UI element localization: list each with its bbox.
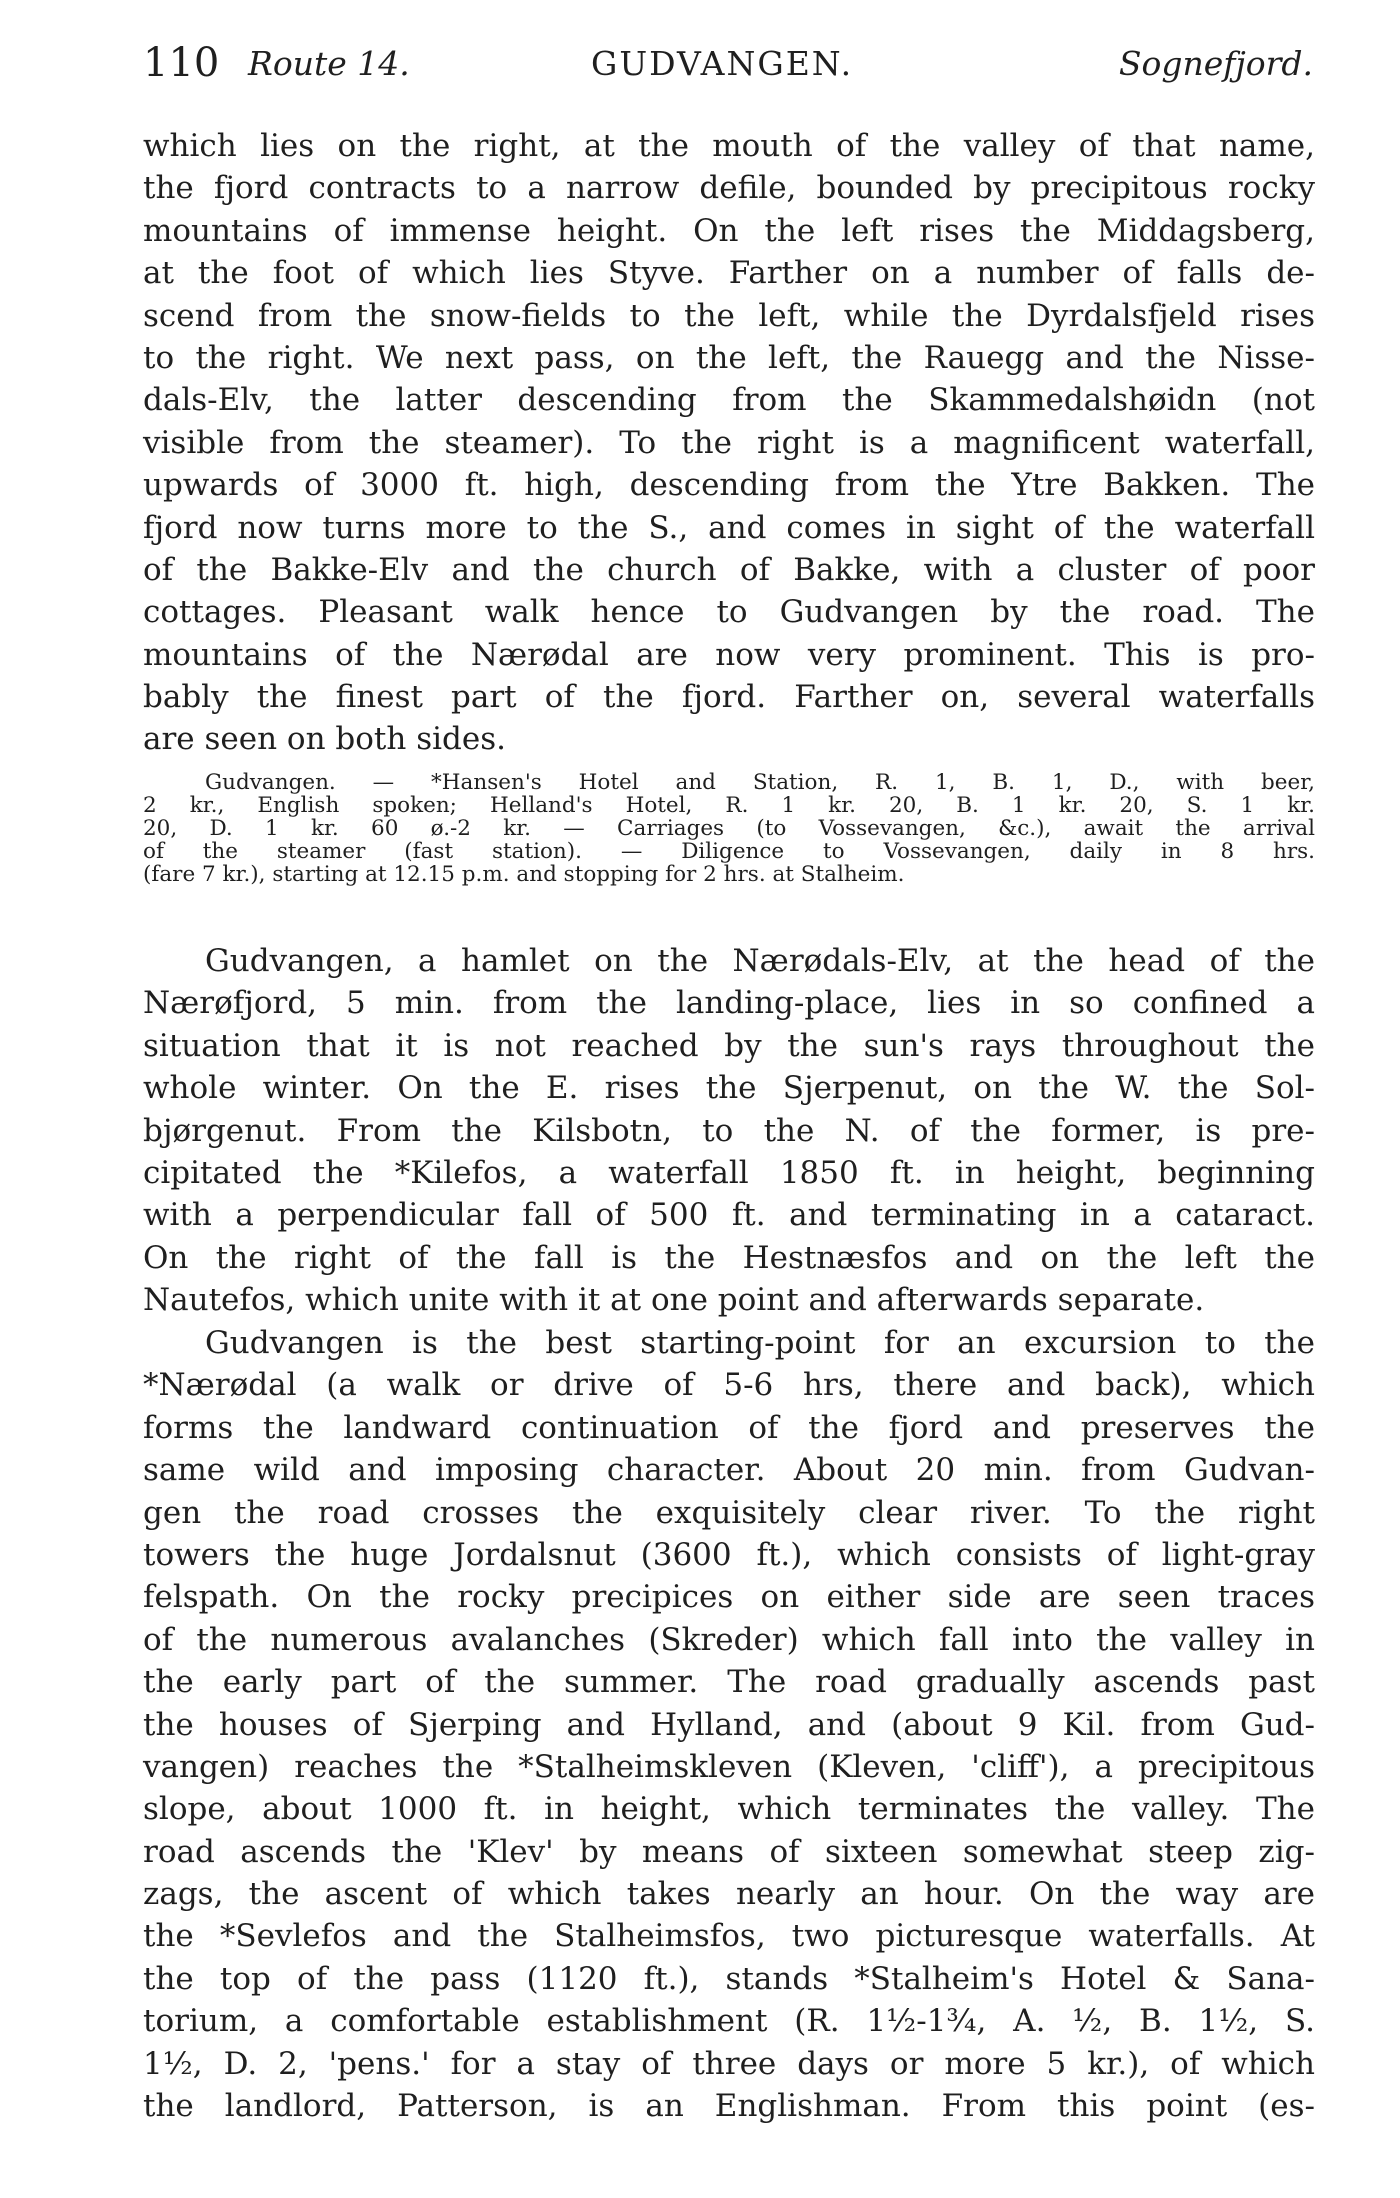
text-line: mountains of the Nærødal are now very prominent. This is pro- (143, 636, 1315, 673)
text-line: gen the road crosses the exquisitely clear river. To the right (143, 1494, 1315, 1531)
text-line: mountains of immense height. On the left rises the Middagsberg, (143, 212, 1315, 249)
text-line: same wild and imposing character. About 20 min. from Gudvan- (143, 1452, 1315, 1489)
text-line: situation that it is not reached by the sun's rays throughout the (143, 1027, 1315, 1064)
text-line: forms the landward continuation of the fjord and preserves the (143, 1409, 1315, 1446)
text-line: Nautefos, which unite with it at one point and afterwards separate. (143, 1282, 1205, 1319)
text-line: Nærøfjord, 5 min. from the landing-place, lies in so confined a (143, 985, 1315, 1022)
text-line: of the Bakke-Elv and the church of Bakke, with a cluster of poor (143, 551, 1315, 588)
text-line: to the right. We next pass, on the left, the Rauegg and the Nisse- (143, 339, 1315, 376)
text-line: of the numerous avalanches (Skreder) which fall into the valley in (143, 1621, 1315, 1658)
text-line: the houses of Sjerping and Hylland, and (about 9 Kil. from Gud- (143, 1706, 1315, 1743)
text-line: road ascends the 'Klev' by means of sixteen somewhat steep zig- (143, 1833, 1315, 1870)
text-line: Gudvangen is the best starting-point for an excursion to the (205, 1325, 1315, 1361)
region-label: Sognefjord. (1118, 44, 1313, 83)
text-line: dals-Elv, the latter descending from the Skammedalshøidn (not (143, 382, 1315, 419)
paragraph-fjord-description (143, 125, 1315, 761)
paragraph-gudvangen (143, 940, 1315, 1322)
text-line: cipitated the *Kilefos, a waterfall 1850 ft. in height, beginning (143, 1154, 1315, 1191)
page-number: 110 (143, 40, 220, 86)
text-line: bably the finest part of the fjord. Farther on, several waterfalls (143, 679, 1315, 716)
page-title: GUDVANGEN. (591, 44, 854, 83)
text-line: 2 kr., English spoken; Helland's Hotel, R. 1 kr. 20, B. 1 kr. 20, S. 1 kr. (143, 793, 1315, 818)
running-header (143, 40, 1313, 96)
text-line: the early part of the summer. The road gradually ascends past (143, 1664, 1315, 1701)
text-line: scend from the snow-fields to the left, while the Dyrdalsfjeld rises (143, 297, 1315, 334)
text-line: On the right of the fall is the Hestnæsfos and on the left the (143, 1239, 1315, 1276)
text-line: which lies on the right, at the mouth of the valley of that name, (143, 128, 1315, 164)
text-line: felspath. On the rocky precipices on either side are seen traces (143, 1579, 1315, 1616)
text-line: *Nærødal (a walk or drive of 5-6 hrs, there and back), which (143, 1367, 1315, 1404)
text-line: fjord now turns more to the S., and comes in sight of the waterfall (143, 509, 1315, 546)
text-line: at the foot of which lies Styve. Farther on a number of falls de- (143, 255, 1315, 292)
text-line: zags, the ascent of which takes nearly an hour. On the way are (143, 1876, 1315, 1913)
text-line: bjørgenut. From the Kilsbotn, to the N. of the former, is pre- (143, 1112, 1315, 1149)
text-line: Gudvangen, a hamlet on the Nærødals-Elv, at the head of the (205, 943, 1315, 979)
text-line: 1½, D. 2, 'pens.' for a stay of three days or more 5 kr.), of which (143, 2045, 1315, 2082)
text-line: slope, about 1000 ft. in height, which terminates the valley. The (143, 1791, 1315, 1828)
text-line: whole winter. On the E. rises the Sjerpenut, on the W. the Sol- (143, 1070, 1315, 1107)
text-line: upwards of 3000 ft. high, descending from the Ytre Bakken. The (143, 467, 1315, 504)
route-label: Route 14. (248, 44, 410, 83)
text-line: 20, D. 1 kr. 60 ø.-2 kr. — Carriages (to Vossevangen, &c.), await the arrival (143, 816, 1315, 841)
text-line: vangen) reaches the *Stalheimskleven (Kleven, 'cliff'), a precipitous (143, 1748, 1315, 1785)
text-line: the fjord contracts to a narrow defile, bounded by precipitous rocky (143, 170, 1315, 207)
text-line: cottages. Pleasant walk hence to Gudvangen by the road. The (143, 594, 1315, 631)
paragraph-naerodal-excursion (143, 1322, 1315, 2127)
text-line: with a perpendicular fall of 500 ft. and terminating in a cataract. (143, 1197, 1315, 1234)
hotel-info-smallprint (143, 771, 1315, 886)
text-line: Gudvangen. — *Hansen's Hotel and Station, R. 1, B. 1, D., with beer, (205, 770, 1315, 795)
text-line: the *Sevlefos and the Stalheimsfos, two picturesque waterfalls. At (143, 1918, 1315, 1955)
text-line: visible from the steamer). To the right is a magnificent waterfall, (143, 424, 1315, 461)
text-line: the top of the pass (1120 ft.), stands *Stalheim's Hotel & Sana- (143, 1960, 1315, 1997)
text-line: (fare 7 kr.), starting at 12.15 p.m. and stopping for 2 hrs. at Stalheim. (143, 862, 905, 887)
text-line: of the steamer (fast station). — Diligence to Vossevangen, daily in 8 hrs. (143, 839, 1315, 864)
text-line: torium, a comfortable establishment (R. 1½-1¾, A. ½, B. 1½, S. (143, 2003, 1315, 2040)
text-line: the landlord, Patterson, is an Englishman. From this point (es- (143, 2088, 1315, 2125)
text-line: are seen on both sides. (143, 721, 506, 758)
text-line: towers the huge Jordalsnut (3600 ft.), which consists of light-gray (143, 1536, 1315, 1573)
